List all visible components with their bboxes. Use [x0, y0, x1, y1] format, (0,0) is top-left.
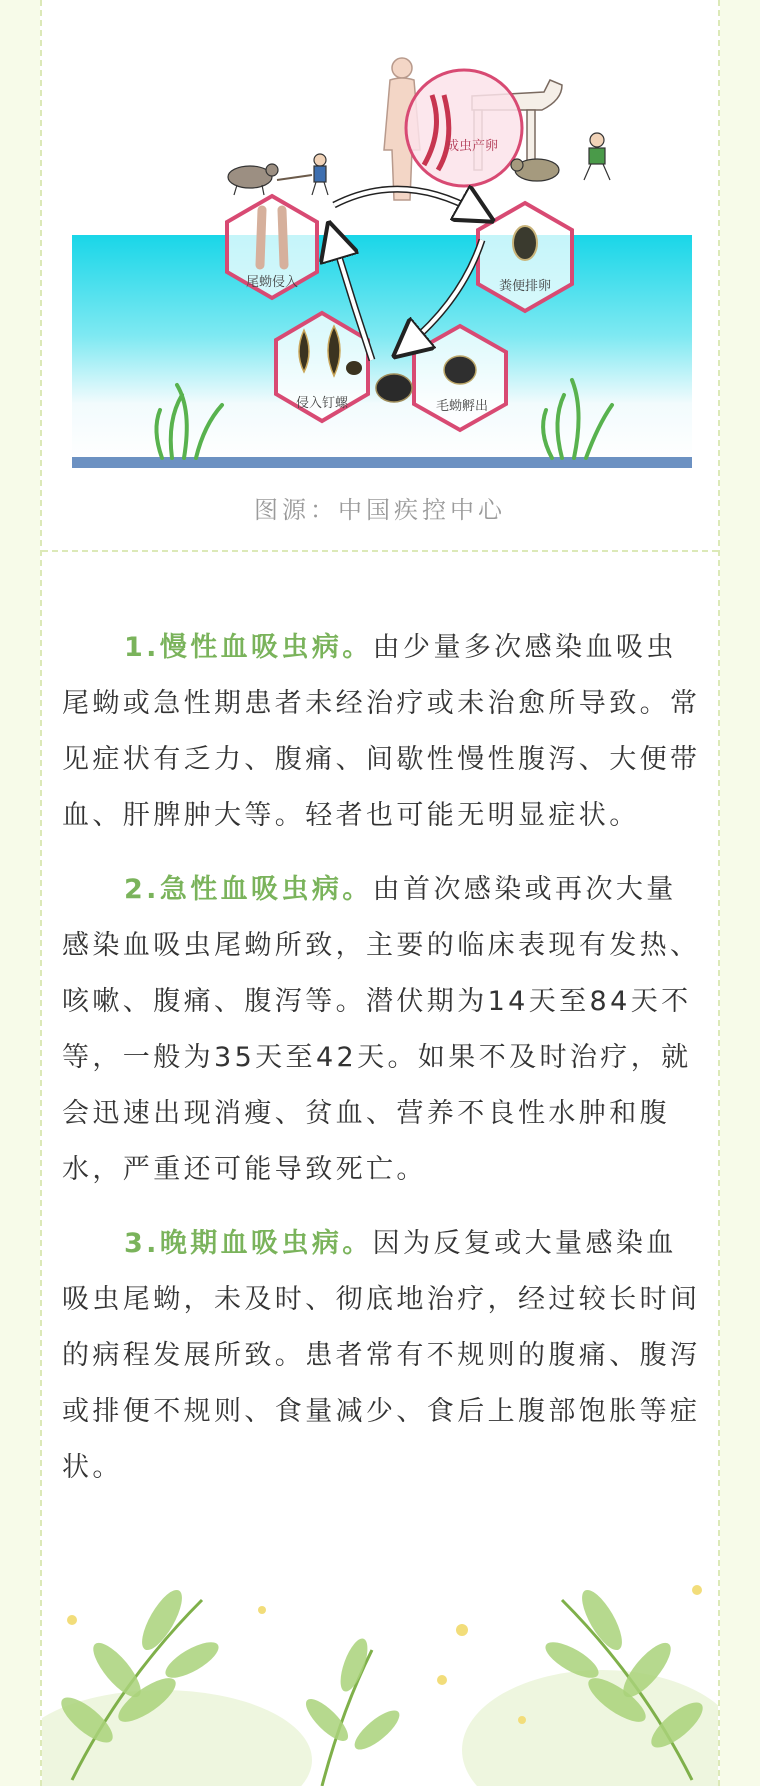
paragraph-acute	[62, 862, 702, 1198]
egg-in-water-icon	[376, 374, 412, 402]
paragraph-body: 由首次感染或再次大量感染血吸虫尾蚴所致，主要的临床表现有发热、咳嗽、腹痛、腹泻等。潜伏期为14天至84天不等，一般为35天至42天。如果不及时治疗，就会迅速出现消瘦、贫血、营养不良性水肿和腹水，严重还可能导致死亡。	[62, 874, 701, 1185]
paragraph-heading: 3.晚期血吸虫病。	[124, 1228, 373, 1259]
ground-strip	[72, 457, 692, 468]
label-egg-excretion: 粪便排卵	[498, 279, 552, 294]
schistosomiasis-lifecycle-diagram	[72, 0, 692, 470]
figure-container	[42, 0, 718, 552]
paragraph-body: 因为反复或大量感染血吸虫尾蚴，未及时、彻底地治疗，经过较长时间的病程发展所致。患者常有不规则的腹痛、腹泻或排便不规则、食量减少、食后上腹部饱胀等症状。	[62, 1228, 701, 1483]
adult-eggs-circle	[406, 70, 522, 186]
figure-caption: 图源：中国疾控中心	[254, 496, 506, 524]
paragraph-heading: 1.慢性血吸虫病。	[124, 632, 373, 663]
farmer-plowing-figure	[228, 154, 328, 195]
label-cercaria-invasion: 尾蚴侵入	[245, 275, 299, 290]
paragraph-body: 由少量多次感染血吸虫尾蚴或急性期患者未经治疗或未治愈所导致。常见症状有乏力、腹痛、间歇性慢性腹泻、大便带血、肝脾肿大等。轻者也可能无明显症状。	[62, 632, 701, 831]
leaf-decoration-footer	[42, 1560, 718, 1786]
paragraph-heading: 2.急性血吸虫病。	[124, 874, 373, 905]
label-adult-eggs: 成虫产卵	[445, 139, 499, 154]
article-card	[40, 0, 720, 1786]
leaf-center-icon	[300, 1635, 405, 1786]
article-content	[62, 620, 702, 1514]
paragraph-chronic	[62, 620, 702, 844]
farmer-resting-figure	[511, 133, 610, 181]
label-snail-invasion: 侵入钉螺	[295, 396, 349, 411]
label-miracidium-hatching: 毛蚴孵出	[435, 399, 489, 414]
paragraph-advanced	[62, 1216, 702, 1496]
